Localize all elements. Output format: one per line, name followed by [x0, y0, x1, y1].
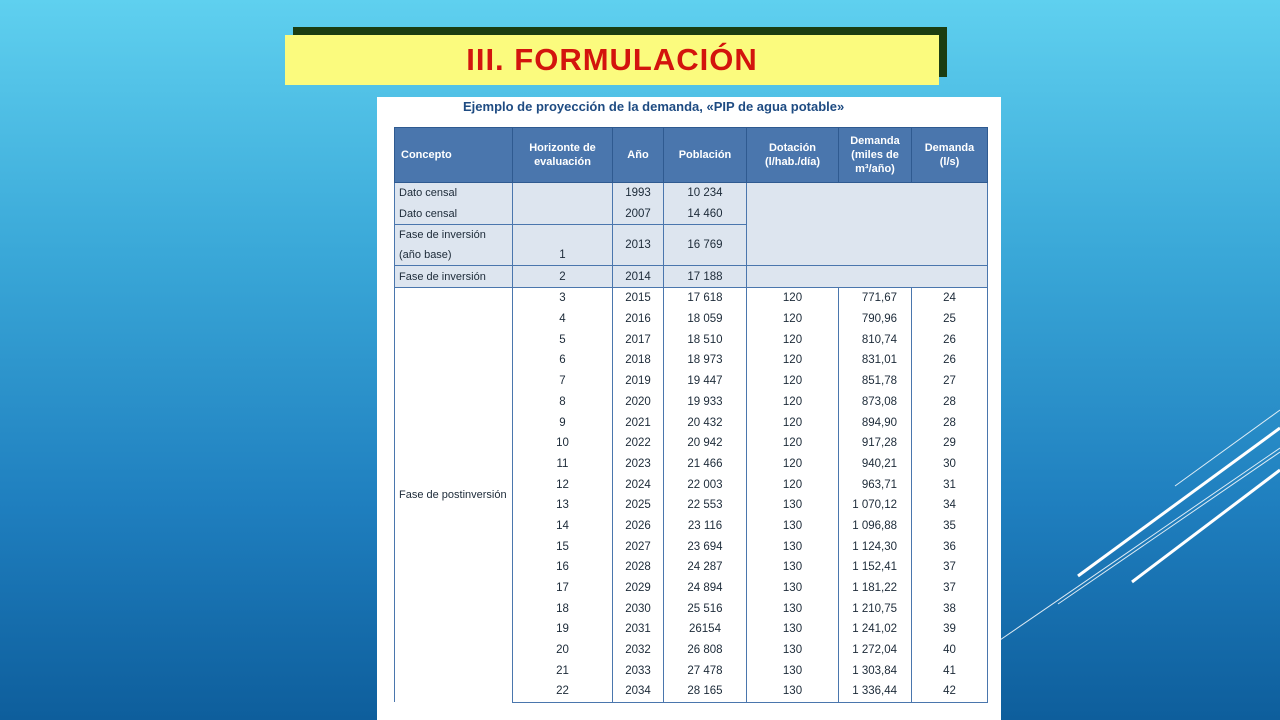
cell-demanda-miles: 1 070,12 — [839, 495, 912, 516]
cell-demanda-miles: 1 241,02 — [839, 619, 912, 640]
cell-dotacion: 130 — [747, 557, 839, 578]
cell-poblacion: 18 510 — [664, 329, 747, 350]
cell-poblacion: 25 516 — [664, 598, 747, 619]
cell-poblacion: 18 059 — [664, 309, 747, 330]
cell-dotacion: 120 — [747, 288, 839, 309]
cell-horizonte: 9 — [513, 412, 613, 433]
header-anio: Año — [613, 128, 664, 183]
cell-poblacion: 27 478 — [664, 660, 747, 681]
cell-demanda-ls: 40 — [912, 640, 988, 661]
cell-horizonte: 1 — [513, 225, 613, 266]
cell-horizonte — [513, 183, 613, 225]
cell-demanda-miles: 831,01 — [839, 350, 912, 371]
cell-demanda-ls: 29 — [912, 433, 988, 454]
cell-dotacion: 130 — [747, 578, 839, 599]
cell-demanda-ls: 30 — [912, 454, 988, 475]
cell-demanda-ls: 26 — [912, 329, 988, 350]
cell-horizonte: 2 — [513, 266, 613, 288]
cell-demanda-miles: 1 181,22 — [839, 578, 912, 599]
cell-demanda-ls: 28 — [912, 392, 988, 413]
cell-dotacion: 120 — [747, 474, 839, 495]
cell-anio: 2033 — [613, 660, 664, 681]
cell-poblacion: 20 432 — [664, 412, 747, 433]
cell-demanda-miles: 1 152,41 — [839, 557, 912, 578]
cell-concepto: Dato censal — [395, 183, 513, 204]
cell-empty-block — [747, 183, 988, 266]
cell-concepto: Fase de inversión — [395, 266, 513, 288]
cell-dotacion: 120 — [747, 371, 839, 392]
header-horizonte: Horizonte de evaluación — [513, 128, 613, 183]
cell-dotacion: 120 — [747, 309, 839, 330]
cell-dotacion: 130 — [747, 536, 839, 557]
cell-anio: 2014 — [613, 266, 664, 288]
cell-demanda-miles: 810,74 — [839, 329, 912, 350]
cell-poblacion: 14 460 — [664, 204, 747, 225]
cell-anio: 2028 — [613, 557, 664, 578]
cell-demanda-ls: 36 — [912, 536, 988, 557]
cell-concepto: Dato censal — [395, 204, 513, 225]
cell-dotacion: 130 — [747, 681, 839, 702]
cell-concepto: Fase de inversión (año base) — [395, 225, 513, 266]
cell-poblacion: 28 165 — [664, 681, 747, 702]
cell-anio: 2025 — [613, 495, 664, 516]
cell-demanda-miles: 917,28 — [839, 433, 912, 454]
header-poblacion: Población — [664, 128, 747, 183]
cell-demanda-ls: 35 — [912, 516, 988, 537]
cell-demanda-ls: 42 — [912, 681, 988, 702]
cell-dotacion: 120 — [747, 454, 839, 475]
cell-anio: 2022 — [613, 433, 664, 454]
cell-anio: 2024 — [613, 474, 664, 495]
cell-horizonte: 18 — [513, 598, 613, 619]
cell-demanda-ls: 26 — [912, 350, 988, 371]
cell-anio: 2032 — [613, 640, 664, 661]
cell-demanda-miles: 1 124,30 — [839, 536, 912, 557]
table-caption: Ejemplo de proyección de la demanda, «PIP de agua potable» — [463, 99, 845, 114]
cell-demanda-ls: 27 — [912, 371, 988, 392]
cell-horizonte: 14 — [513, 516, 613, 537]
cell-demanda-miles: 1 272,04 — [839, 640, 912, 661]
cell-horizonte: 19 — [513, 619, 613, 640]
cell-poblacion: 18 973 — [664, 350, 747, 371]
cell-demanda-miles: 1 303,84 — [839, 660, 912, 681]
cell-demanda-ls: 41 — [912, 660, 988, 681]
cell-anio: 1993 — [613, 183, 664, 204]
cell-demanda-ls: 39 — [912, 619, 988, 640]
cell-demanda-miles: 851,78 — [839, 371, 912, 392]
cell-dotacion: 120 — [747, 392, 839, 413]
demand-table — [394, 127, 988, 703]
cell-poblacion: 22 003 — [664, 474, 747, 495]
cell-horizonte: 4 — [513, 309, 613, 330]
header-dotacion: Dotación (l/hab./día) — [747, 128, 839, 183]
cell-demanda-ls: 37 — [912, 578, 988, 599]
table-row — [395, 288, 988, 309]
cell-horizonte: 10 — [513, 433, 613, 454]
cell-poblacion: 17 618 — [664, 288, 747, 309]
cell-anio: 2030 — [613, 598, 664, 619]
slide-title: III. FORMULACIÓN — [466, 42, 758, 77]
cell-poblacion: 20 942 — [664, 433, 747, 454]
cell-anio: 2019 — [613, 371, 664, 392]
cell-demanda-miles: 963,71 — [839, 474, 912, 495]
cell-poblacion: 26 808 — [664, 640, 747, 661]
cell-dotacion: 120 — [747, 350, 839, 371]
cell-anio: 2016 — [613, 309, 664, 330]
cell-anio: 2017 — [613, 329, 664, 350]
cell-anio: 2031 — [613, 619, 664, 640]
cell-demanda-ls: 25 — [912, 309, 988, 330]
cell-horizonte: 22 — [513, 681, 613, 702]
cell-poblacion: 16 769 — [664, 225, 747, 266]
table-row — [395, 183, 988, 204]
cell-anio: 2021 — [613, 412, 664, 433]
cell-poblacion: 24 287 — [664, 557, 747, 578]
cell-dotacion: 120 — [747, 329, 839, 350]
cell-poblacion: 23 116 — [664, 516, 747, 537]
cell-horizonte: 16 — [513, 557, 613, 578]
cell-poblacion: 26154 — [664, 619, 747, 640]
cell-dotacion: 130 — [747, 640, 839, 661]
cell-poblacion: 24 894 — [664, 578, 747, 599]
cell-concepto: Fase de postinversión — [395, 288, 513, 703]
cell-demanda-miles: 771,67 — [839, 288, 912, 309]
cell-horizonte: 17 — [513, 578, 613, 599]
cell-demanda-miles: 940,21 — [839, 454, 912, 475]
cell-empty-block — [747, 266, 988, 288]
cell-dotacion: 130 — [747, 516, 839, 537]
cell-horizonte: 8 — [513, 392, 613, 413]
cell-poblacion: 21 466 — [664, 454, 747, 475]
cell-poblacion: 17 188 — [664, 266, 747, 288]
cell-dotacion: 130 — [747, 619, 839, 640]
cell-anio: 2007 — [613, 204, 664, 225]
cell-dotacion: 120 — [747, 433, 839, 454]
cell-demanda-ls: 38 — [912, 598, 988, 619]
cell-dotacion: 130 — [747, 660, 839, 681]
title-banner — [285, 35, 939, 85]
cell-horizonte: 21 — [513, 660, 613, 681]
cell-dotacion: 130 — [747, 598, 839, 619]
cell-poblacion: 19 933 — [664, 392, 747, 413]
cell-anio: 2027 — [613, 536, 664, 557]
cell-horizonte: 5 — [513, 329, 613, 350]
table-row — [395, 266, 988, 288]
cell-horizonte: 6 — [513, 350, 613, 371]
cell-demanda-miles: 1 336,44 — [839, 681, 912, 702]
cell-anio: 2020 — [613, 392, 664, 413]
table-panel — [377, 97, 1001, 720]
cell-anio: 2026 — [613, 516, 664, 537]
table-header-row — [395, 128, 988, 183]
cell-poblacion: 23 694 — [664, 536, 747, 557]
cell-horizonte: 3 — [513, 288, 613, 309]
cell-demanda-ls: 37 — [912, 557, 988, 578]
cell-dotacion: 120 — [747, 412, 839, 433]
cell-horizonte: 15 — [513, 536, 613, 557]
cell-horizonte: 7 — [513, 371, 613, 392]
header-concepto: Concepto — [395, 128, 513, 183]
cell-demanda-miles: 1 210,75 — [839, 598, 912, 619]
cell-anio: 2029 — [613, 578, 664, 599]
cell-poblacion: 22 553 — [664, 495, 747, 516]
cell-anio: 2023 — [613, 454, 664, 475]
cell-anio: 2015 — [613, 288, 664, 309]
cell-demanda-miles: 790,96 — [839, 309, 912, 330]
cell-poblacion: 19 447 — [664, 371, 747, 392]
cell-horizonte: 12 — [513, 474, 613, 495]
cell-demanda-ls: 34 — [912, 495, 988, 516]
cell-anio: 2034 — [613, 681, 664, 702]
cell-anio: 2018 — [613, 350, 664, 371]
cell-demanda-ls: 28 — [912, 412, 988, 433]
cell-horizonte: 13 — [513, 495, 613, 516]
header-demanda-ls: Demanda (l/s) — [912, 128, 988, 183]
cell-horizonte: 11 — [513, 454, 613, 475]
header-demanda-miles: Demanda (miles de m³/año) — [839, 128, 912, 183]
cell-dotacion: 130 — [747, 495, 839, 516]
cell-demanda-ls: 24 — [912, 288, 988, 309]
cell-poblacion: 10 234 — [664, 183, 747, 204]
cell-demanda-miles: 1 096,88 — [839, 516, 912, 537]
cell-horizonte: 20 — [513, 640, 613, 661]
cell-demanda-miles: 873,08 — [839, 392, 912, 413]
cell-anio: 2013 — [613, 225, 664, 266]
cell-demanda-miles: 894,90 — [839, 412, 912, 433]
cell-demanda-ls: 31 — [912, 474, 988, 495]
